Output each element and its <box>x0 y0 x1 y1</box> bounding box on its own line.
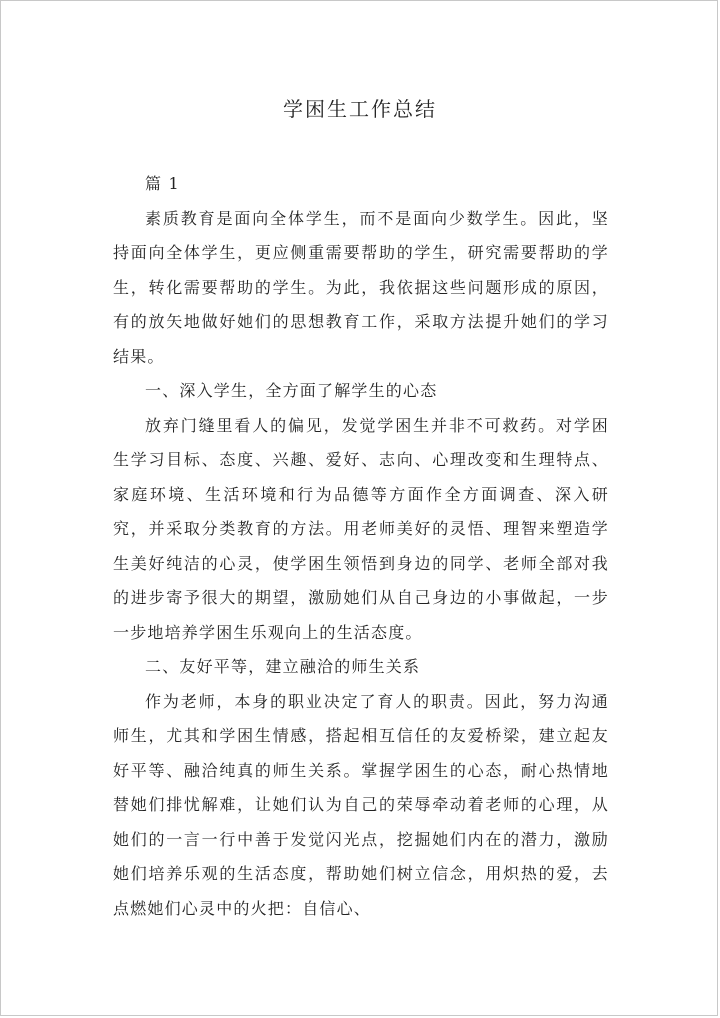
heading-section-1: 一、深入学生，全方面了解学生的心态 <box>145 381 438 400</box>
document-body <box>113 167 609 926</box>
paragraph-intro: 素质教育是面向全体学生，而不是面向少数学生。因此，坚持面向全体学生，更应侧重需要帮助的学生，研究需要帮助的学生，转化需要帮助的学生。为此，我依据这些问题形成的原因，有的放矢地做好她们的思想教育工作，采取方法提升她们的学习结果。 <box>113 208 609 366</box>
paragraph-section-2: 作为老师，本身的职业决定了育人的职责。因此，努力沟通师生，尤其和学困生情感，搭起相互信任的友爱桥梁，建立起友好平等、融洽纯真的师生关系。掌握学困生的心态，耐心热情地替她们排忧解难，让她们认为自己的荣辱牵动着老师的心理，从她们的一言一行中善于发觉闪光点，挖掘她们内在的潜力，激励她们培养乐观的生活态度，帮助她们树立信念，用炽热的爱，去点燃她们心灵中的火把：自信心、 <box>113 691 609 918</box>
document-title: 学困生工作总结 <box>283 97 437 121</box>
paragraph-section-1: 放弃门缝里看人的偏见，发觉学困生并非不可救药。对学困生学习目标、态度、兴趣、爱好、志向、心理改变和生理特点、家庭环境、生活环境和行为品德等方面作全方面调查、深入研究，并采取分类教育的方法。用老师美好的灵悟、理智来塑造学生美好纯洁的心灵，使学困生领悟到身边的同学、老师全部对我的进步寄予很大的期望，激励她们从自己身边的小事做起，一步一步地培养学困生乐观向上的生活态度。 <box>113 415 609 642</box>
section-number: 篇 1 <box>145 174 180 193</box>
heading-section-2: 二、友好平等，建立融洽的师生关系 <box>145 657 421 676</box>
